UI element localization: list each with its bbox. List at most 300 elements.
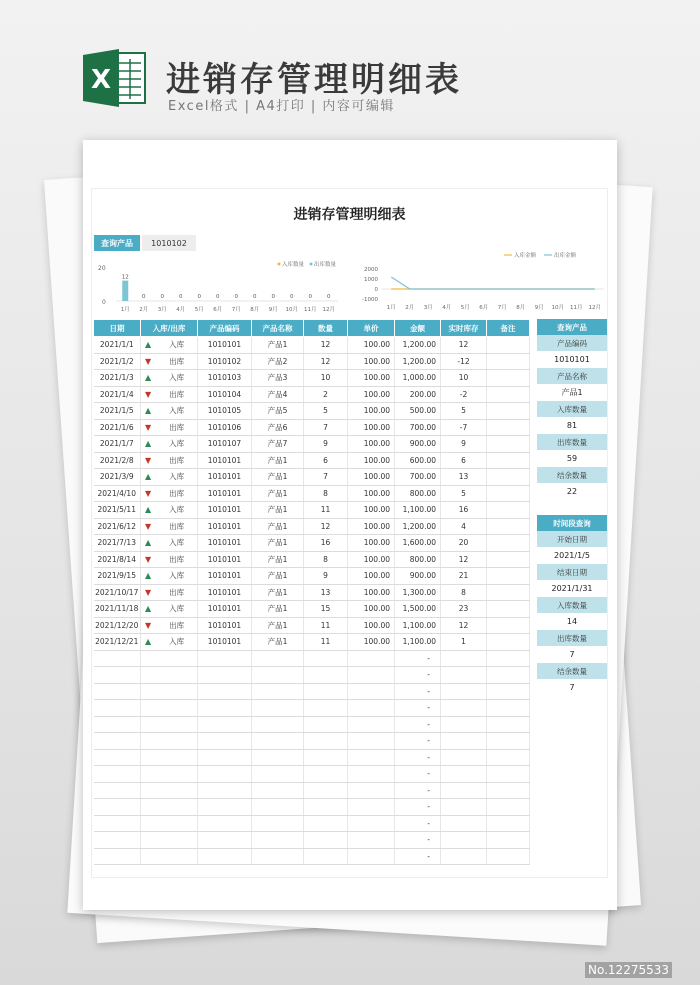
cell-empty[interactable]	[348, 815, 395, 832]
column-header[interactable]: 备注	[487, 320, 530, 337]
cell-stock[interactable]: 12	[441, 617, 487, 634]
cell-empty[interactable]	[198, 749, 252, 766]
cell-name[interactable]: 产品1	[252, 535, 304, 552]
cell-qty[interactable]: 15	[304, 601, 348, 618]
cell-amount[interactable]: 1,500.00	[395, 601, 441, 618]
cell-name[interactable]: 产品1	[252, 584, 304, 601]
cell-price[interactable]: 100.00	[348, 337, 395, 354]
cell-empty[interactable]	[348, 749, 395, 766]
cell-date[interactable]: 2021/11/18	[94, 601, 141, 618]
column-header[interactable]: 产品名称	[252, 320, 304, 337]
cell-amount[interactable]: 200.00	[395, 386, 441, 403]
column-header[interactable]: 单价	[348, 320, 395, 337]
cell-empty[interactable]	[252, 832, 304, 849]
cell-empty[interactable]	[141, 766, 198, 783]
cell-stock[interactable]: 9	[441, 436, 487, 453]
cell-empty[interactable]	[252, 650, 304, 667]
cell-stock[interactable]: 6	[441, 452, 487, 469]
cell-empty[interactable]	[348, 667, 395, 684]
cell-price[interactable]: 100.00	[348, 634, 395, 651]
cell-empty[interactable]	[487, 650, 530, 667]
cell-empty[interactable]	[441, 667, 487, 684]
cell-code[interactable]: 1010101	[198, 535, 252, 552]
query-input[interactable]: 1010102	[142, 235, 196, 251]
cell-empty[interactable]	[252, 716, 304, 733]
cell-empty[interactable]	[94, 716, 141, 733]
cell-amount[interactable]: 700.00	[395, 469, 441, 486]
cell-direction[interactable]	[141, 502, 198, 519]
cell-stock[interactable]: 12	[441, 337, 487, 354]
cell-empty[interactable]	[441, 700, 487, 717]
cell-amount[interactable]: 1,100.00	[395, 502, 441, 519]
cell-direction[interactable]	[141, 452, 198, 469]
cell-code[interactable]: 1010101	[198, 452, 252, 469]
cell-empty[interactable]	[487, 848, 530, 865]
cell-qty[interactable]: 11	[304, 617, 348, 634]
cell-empty[interactable]: -	[395, 667, 441, 684]
cell-price[interactable]: 100.00	[348, 568, 395, 585]
cell-qty[interactable]: 10	[304, 370, 348, 387]
cell-direction[interactable]	[141, 436, 198, 453]
panel-value[interactable]: 14	[537, 613, 607, 630]
cell-stock[interactable]: 16	[441, 502, 487, 519]
cell-direction[interactable]	[141, 584, 198, 601]
cell-name[interactable]: 产品5	[252, 403, 304, 420]
cell-name[interactable]: 产品7	[252, 436, 304, 453]
cell-price[interactable]: 100.00	[348, 617, 395, 634]
cell-date[interactable]: 2021/1/2	[94, 353, 141, 370]
cell-price[interactable]: 100.00	[348, 452, 395, 469]
cell-qty[interactable]: 7	[304, 419, 348, 436]
cell-qty[interactable]: 12	[304, 337, 348, 354]
cell-amount[interactable]: 700.00	[395, 419, 441, 436]
cell-price[interactable]: 100.00	[348, 370, 395, 387]
cell-direction[interactable]	[141, 337, 198, 354]
panel-value[interactable]: 1010101	[537, 351, 607, 368]
cell-empty[interactable]	[348, 683, 395, 700]
cell-empty[interactable]	[198, 733, 252, 750]
cell-empty[interactable]	[487, 832, 530, 849]
cell-empty[interactable]	[487, 815, 530, 832]
cell-empty[interactable]	[94, 766, 141, 783]
cell-amount[interactable]: 1,200.00	[395, 518, 441, 535]
cell-qty[interactable]: 2	[304, 386, 348, 403]
cell-code[interactable]: 1010105	[198, 403, 252, 420]
cell-empty[interactable]	[304, 733, 348, 750]
cell-empty[interactable]: -	[395, 832, 441, 849]
cell-direction[interactable]	[141, 386, 198, 403]
cell-name[interactable]: 产品1	[252, 617, 304, 634]
cell-code[interactable]: 1010101	[198, 601, 252, 618]
cell-price[interactable]: 100.00	[348, 502, 395, 519]
cell-empty[interactable]	[94, 799, 141, 816]
cell-qty[interactable]: 6	[304, 452, 348, 469]
cell-name[interactable]: 产品1	[252, 485, 304, 502]
cell-note[interactable]	[487, 551, 530, 568]
cell-empty[interactable]	[198, 667, 252, 684]
cell-name[interactable]: 产品1	[252, 502, 304, 519]
cell-amount[interactable]: 1,600.00	[395, 535, 441, 552]
cell-name[interactable]: 产品1	[252, 634, 304, 651]
cell-note[interactable]	[487, 386, 530, 403]
cell-note[interactable]	[487, 485, 530, 502]
cell-code[interactable]: 1010103	[198, 370, 252, 387]
cell-direction[interactable]	[141, 617, 198, 634]
cell-empty[interactable]	[198, 832, 252, 849]
panel-value[interactable]: 7	[537, 646, 607, 663]
cell-qty[interactable]: 11	[304, 502, 348, 519]
cell-amount[interactable]: 900.00	[395, 568, 441, 585]
cell-empty[interactable]: -	[395, 683, 441, 700]
cell-empty[interactable]	[441, 749, 487, 766]
cell-qty[interactable]: 5	[304, 403, 348, 420]
cell-stock[interactable]: 13	[441, 469, 487, 486]
cell-qty[interactable]: 9	[304, 568, 348, 585]
cell-note[interactable]	[487, 452, 530, 469]
column-header[interactable]: 产品编码	[198, 320, 252, 337]
cell-empty[interactable]	[141, 683, 198, 700]
cell-note[interactable]	[487, 568, 530, 585]
cell-stock[interactable]: 21	[441, 568, 487, 585]
cell-empty[interactable]	[304, 700, 348, 717]
cell-empty[interactable]	[348, 766, 395, 783]
cell-empty[interactable]	[487, 782, 530, 799]
cell-empty[interactable]	[487, 716, 530, 733]
cell-name[interactable]: 产品6	[252, 419, 304, 436]
cell-date[interactable]: 2021/1/5	[94, 403, 141, 420]
cell-amount[interactable]: 1,200.00	[395, 353, 441, 370]
cell-price[interactable]: 100.00	[348, 419, 395, 436]
cell-empty[interactable]	[252, 848, 304, 865]
cell-amount[interactable]: 1,200.00	[395, 337, 441, 354]
cell-date[interactable]: 2021/5/11	[94, 502, 141, 519]
cell-name[interactable]: 产品4	[252, 386, 304, 403]
cell-empty[interactable]	[141, 848, 198, 865]
cell-direction[interactable]	[141, 518, 198, 535]
cell-empty[interactable]	[487, 733, 530, 750]
cell-empty[interactable]: -	[395, 799, 441, 816]
cell-empty[interactable]	[304, 832, 348, 849]
cell-note[interactable]	[487, 535, 530, 552]
panel-value[interactable]: 81	[537, 417, 607, 434]
cell-empty[interactable]	[198, 700, 252, 717]
cell-empty[interactable]	[252, 815, 304, 832]
cell-date[interactable]: 2021/1/1	[94, 337, 141, 354]
cell-empty[interactable]	[348, 733, 395, 750]
cell-empty[interactable]	[94, 650, 141, 667]
cell-empty[interactable]	[94, 700, 141, 717]
cell-direction[interactable]	[141, 419, 198, 436]
cell-direction[interactable]	[141, 403, 198, 420]
cell-empty[interactable]	[304, 799, 348, 816]
cell-code[interactable]: 1010101	[198, 634, 252, 651]
cell-empty[interactable]	[252, 799, 304, 816]
column-header[interactable]: 数量	[304, 320, 348, 337]
cell-date[interactable]: 2021/4/10	[94, 485, 141, 502]
cell-name[interactable]: 产品1	[252, 568, 304, 585]
cell-stock[interactable]: 5	[441, 403, 487, 420]
cell-name[interactable]: 产品1	[252, 452, 304, 469]
cell-code[interactable]: 1010101	[198, 584, 252, 601]
cell-amount[interactable]: 1,000.00	[395, 370, 441, 387]
cell-amount[interactable]: 800.00	[395, 551, 441, 568]
cell-empty[interactable]	[304, 749, 348, 766]
cell-code[interactable]: 1010101	[198, 518, 252, 535]
cell-qty[interactable]: 11	[304, 634, 348, 651]
cell-name[interactable]: 产品1	[252, 337, 304, 354]
cell-note[interactable]	[487, 403, 530, 420]
cell-empty[interactable]	[141, 650, 198, 667]
cell-empty[interactable]	[441, 782, 487, 799]
cell-name[interactable]: 产品2	[252, 353, 304, 370]
cell-date[interactable]: 2021/1/3	[94, 370, 141, 387]
cell-code[interactable]: 1010102	[198, 353, 252, 370]
cell-code[interactable]: 1010101	[198, 485, 252, 502]
cell-date[interactable]: 2021/9/15	[94, 568, 141, 585]
cell-price[interactable]: 100.00	[348, 386, 395, 403]
cell-empty[interactable]	[304, 815, 348, 832]
cell-name[interactable]: 产品1	[252, 551, 304, 568]
cell-stock[interactable]: 23	[441, 601, 487, 618]
cell-empty[interactable]	[94, 782, 141, 799]
cell-empty[interactable]	[441, 733, 487, 750]
cell-amount[interactable]: 1,100.00	[395, 634, 441, 651]
cell-empty[interactable]	[141, 815, 198, 832]
cell-empty[interactable]: -	[395, 749, 441, 766]
cell-price[interactable]: 100.00	[348, 518, 395, 535]
cell-empty[interactable]	[94, 683, 141, 700]
cell-empty[interactable]	[348, 716, 395, 733]
cell-empty[interactable]	[198, 650, 252, 667]
cell-price[interactable]: 100.00	[348, 535, 395, 552]
cell-empty[interactable]	[94, 832, 141, 849]
cell-amount[interactable]: 800.00	[395, 485, 441, 502]
cell-empty[interactable]	[94, 848, 141, 865]
cell-empty[interactable]	[441, 848, 487, 865]
column-header[interactable]: 入库/出库	[141, 320, 198, 337]
cell-empty[interactable]	[487, 766, 530, 783]
cell-amount[interactable]: 1,100.00	[395, 617, 441, 634]
cell-code[interactable]: 1010106	[198, 419, 252, 436]
cell-empty[interactable]	[94, 733, 141, 750]
cell-empty[interactable]	[252, 667, 304, 684]
panel-value[interactable]: 59	[537, 450, 607, 467]
cell-empty[interactable]	[304, 667, 348, 684]
cell-stock[interactable]: -7	[441, 419, 487, 436]
cell-date[interactable]: 2021/12/20	[94, 617, 141, 634]
cell-empty[interactable]	[252, 749, 304, 766]
cell-empty[interactable]	[441, 650, 487, 667]
cell-empty[interactable]	[441, 683, 487, 700]
cell-stock[interactable]: 1	[441, 634, 487, 651]
panel-value[interactable]: 22	[537, 483, 607, 500]
cell-stock[interactable]: 8	[441, 584, 487, 601]
cell-code[interactable]: 1010101	[198, 551, 252, 568]
cell-qty[interactable]: 8	[304, 551, 348, 568]
cell-empty[interactable]: -	[395, 700, 441, 717]
cell-empty[interactable]	[141, 667, 198, 684]
cell-empty[interactable]	[141, 832, 198, 849]
cell-stock[interactable]: -2	[441, 386, 487, 403]
cell-date[interactable]: 2021/12/21	[94, 634, 141, 651]
cell-qty[interactable]: 7	[304, 469, 348, 486]
panel-value[interactable]: 产品1	[537, 384, 607, 401]
cell-empty[interactable]	[94, 667, 141, 684]
cell-direction[interactable]	[141, 370, 198, 387]
cell-empty[interactable]: -	[395, 848, 441, 865]
cell-empty[interactable]	[198, 815, 252, 832]
cell-empty[interactable]	[487, 799, 530, 816]
cell-date[interactable]: 2021/8/14	[94, 551, 141, 568]
cell-empty[interactable]	[198, 716, 252, 733]
cell-date[interactable]: 2021/2/8	[94, 452, 141, 469]
panel-value[interactable]: 2021/1/31	[537, 580, 607, 597]
cell-empty[interactable]	[348, 832, 395, 849]
cell-empty[interactable]	[441, 832, 487, 849]
cell-price[interactable]: 100.00	[348, 403, 395, 420]
cell-empty[interactable]	[141, 799, 198, 816]
cell-date[interactable]: 2021/6/12	[94, 518, 141, 535]
cell-date[interactable]: 2021/10/17	[94, 584, 141, 601]
cell-note[interactable]	[487, 436, 530, 453]
cell-empty[interactable]	[198, 683, 252, 700]
cell-empty[interactable]	[441, 799, 487, 816]
cell-empty[interactable]	[252, 683, 304, 700]
cell-empty[interactable]	[348, 650, 395, 667]
cell-empty[interactable]	[348, 848, 395, 865]
cell-empty[interactable]: -	[395, 815, 441, 832]
cell-empty[interactable]	[94, 749, 141, 766]
cell-empty[interactable]	[198, 766, 252, 783]
cell-date[interactable]: 2021/1/7	[94, 436, 141, 453]
cell-date[interactable]: 2021/1/4	[94, 386, 141, 403]
panel-value[interactable]: 2021/1/5	[537, 547, 607, 564]
cell-empty[interactable]	[141, 700, 198, 717]
cell-date[interactable]: 2021/3/9	[94, 469, 141, 486]
cell-note[interactable]	[487, 584, 530, 601]
cell-empty[interactable]	[441, 766, 487, 783]
cell-empty[interactable]: -	[395, 766, 441, 783]
cell-empty[interactable]: -	[395, 650, 441, 667]
cell-stock[interactable]: 5	[441, 485, 487, 502]
cell-empty[interactable]	[487, 700, 530, 717]
cell-note[interactable]	[487, 617, 530, 634]
cell-code[interactable]: 1010101	[198, 617, 252, 634]
cell-amount[interactable]: 500.00	[395, 403, 441, 420]
cell-code[interactable]: 1010101	[198, 337, 252, 354]
cell-qty[interactable]: 16	[304, 535, 348, 552]
cell-empty[interactable]	[198, 782, 252, 799]
cell-direction[interactable]	[141, 353, 198, 370]
cell-note[interactable]	[487, 634, 530, 651]
cell-empty[interactable]	[487, 683, 530, 700]
cell-price[interactable]: 100.00	[348, 353, 395, 370]
cell-note[interactable]	[487, 419, 530, 436]
cell-empty[interactable]	[304, 782, 348, 799]
cell-price[interactable]: 100.00	[348, 436, 395, 453]
cell-note[interactable]	[487, 518, 530, 535]
cell-price[interactable]: 100.00	[348, 485, 395, 502]
cell-amount[interactable]: 1,300.00	[395, 584, 441, 601]
cell-empty[interactable]	[141, 782, 198, 799]
cell-name[interactable]: 产品1	[252, 518, 304, 535]
cell-note[interactable]	[487, 469, 530, 486]
cell-direction[interactable]	[141, 485, 198, 502]
cell-empty[interactable]	[441, 815, 487, 832]
cell-empty[interactable]	[252, 733, 304, 750]
cell-empty[interactable]	[304, 650, 348, 667]
cell-date[interactable]: 2021/1/6	[94, 419, 141, 436]
cell-empty[interactable]	[198, 799, 252, 816]
panel-value[interactable]: 7	[537, 679, 607, 696]
cell-price[interactable]: 100.00	[348, 469, 395, 486]
cell-empty[interactable]	[348, 799, 395, 816]
cell-empty[interactable]	[252, 782, 304, 799]
cell-empty[interactable]	[252, 700, 304, 717]
cell-note[interactable]	[487, 601, 530, 618]
cell-direction[interactable]	[141, 568, 198, 585]
cell-name[interactable]: 产品1	[252, 601, 304, 618]
cell-direction[interactable]	[141, 601, 198, 618]
cell-direction[interactable]	[141, 634, 198, 651]
cell-empty[interactable]	[141, 733, 198, 750]
cell-stock[interactable]: 10	[441, 370, 487, 387]
cell-direction[interactable]	[141, 469, 198, 486]
cell-empty[interactable]	[198, 848, 252, 865]
cell-amount[interactable]: 900.00	[395, 436, 441, 453]
cell-stock[interactable]: 4	[441, 518, 487, 535]
cell-empty[interactable]: -	[395, 733, 441, 750]
cell-empty[interactable]	[348, 782, 395, 799]
cell-price[interactable]: 100.00	[348, 584, 395, 601]
cell-empty[interactable]	[304, 766, 348, 783]
cell-code[interactable]: 1010101	[198, 568, 252, 585]
cell-empty[interactable]: -	[395, 782, 441, 799]
cell-empty[interactable]	[348, 700, 395, 717]
cell-qty[interactable]: 12	[304, 353, 348, 370]
cell-code[interactable]: 1010101	[198, 469, 252, 486]
cell-note[interactable]	[487, 337, 530, 354]
cell-empty[interactable]	[94, 815, 141, 832]
cell-direction[interactable]	[141, 551, 198, 568]
cell-qty[interactable]: 8	[304, 485, 348, 502]
cell-name[interactable]: 产品1	[252, 469, 304, 486]
column-header[interactable]: 实时库存	[441, 320, 487, 337]
cell-stock[interactable]: 12	[441, 551, 487, 568]
cell-name[interactable]: 产品3	[252, 370, 304, 387]
cell-date[interactable]: 2021/7/13	[94, 535, 141, 552]
cell-empty[interactable]	[304, 848, 348, 865]
cell-qty[interactable]: 9	[304, 436, 348, 453]
cell-empty[interactable]	[441, 716, 487, 733]
cell-note[interactable]	[487, 502, 530, 519]
cell-price[interactable]: 100.00	[348, 601, 395, 618]
cell-code[interactable]: 1010107	[198, 436, 252, 453]
cell-empty[interactable]	[304, 716, 348, 733]
cell-qty[interactable]: 12	[304, 518, 348, 535]
cell-empty[interactable]	[252, 766, 304, 783]
cell-qty[interactable]: 13	[304, 584, 348, 601]
cell-empty[interactable]	[304, 683, 348, 700]
cell-empty[interactable]: -	[395, 716, 441, 733]
cell-note[interactable]	[487, 370, 530, 387]
cell-direction[interactable]	[141, 535, 198, 552]
cell-amount[interactable]: 600.00	[395, 452, 441, 469]
cell-stock[interactable]: -12	[441, 353, 487, 370]
cell-code[interactable]: 1010104	[198, 386, 252, 403]
cell-empty[interactable]	[141, 749, 198, 766]
cell-code[interactable]: 1010101	[198, 502, 252, 519]
